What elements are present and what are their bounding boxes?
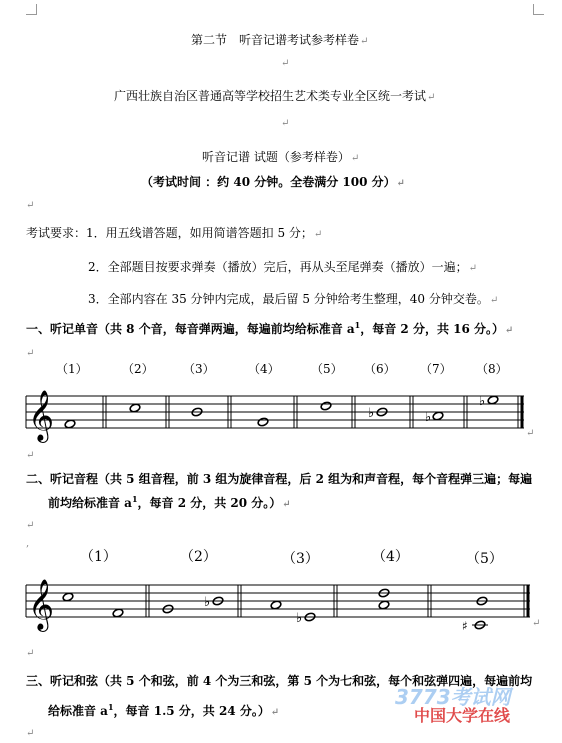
requirement-2: 2．全部题目按要求弹奏（播放）完后，再从头至尾弹奏（播放）一遍；↵ xyxy=(88,260,478,274)
q1-label-1: （1） xyxy=(56,362,88,376)
note xyxy=(378,600,390,610)
paragraph-mark: ↵ xyxy=(526,428,535,439)
paragraph-mark: ↵ xyxy=(281,118,290,129)
q2-staff xyxy=(0,565,562,645)
page-corner-mark xyxy=(533,4,544,15)
paper-title: 听音记谱 试题（参考样卷）↵ xyxy=(202,150,360,164)
question-2-heading-line2: 前均给标准音 $a^1$，每音 2 分，共 20 分。）↵ xyxy=(48,494,291,510)
watermark-logo: 3773考试网 xyxy=(395,685,511,709)
flat-icon: ♭ xyxy=(425,410,432,425)
treble-clef-icon: 𝄞 xyxy=(28,390,55,441)
flat-icon: ♭ xyxy=(479,394,486,409)
paragraph-mark: ↵ xyxy=(26,348,35,359)
note xyxy=(112,608,124,618)
paragraph-mark: ↵ xyxy=(26,648,35,659)
q1-label-3: （3） xyxy=(183,362,215,376)
requirement-3: 3．全部内容在 35 分钟内完成，最后留 5 分钟给考生整理，40 分钟交卷。↵ xyxy=(88,292,499,306)
question-2-heading-line1: 二、听记音程（共 5 组音程，前 3 组为旋律音程，后 2 组为和声音程，每个音程弹三遍；每遍 xyxy=(26,472,533,486)
time-info: （考试时间 ：约 40 分钟。全卷满分 100 分）↵ xyxy=(141,175,406,189)
paragraph-mark: ↵ xyxy=(532,618,541,629)
paragraph-mark: , xyxy=(26,538,30,549)
paragraph-mark: ↵ xyxy=(26,728,35,739)
q2-label-2: （2） xyxy=(180,549,217,565)
note-7 xyxy=(432,411,444,421)
q2-label-1: （1） xyxy=(80,549,117,565)
q2-label-4: （4） xyxy=(372,549,409,565)
flat-icon: ♭ xyxy=(368,406,375,421)
section-title: 第二节 听音记谱考试参考样卷↵ xyxy=(191,33,369,47)
note-1 xyxy=(64,419,76,429)
flat-icon: ♭ xyxy=(204,595,211,610)
flat-icon: ♭ xyxy=(296,611,303,626)
question-1-heading: 一、听记单音（共 8 个音，每音弹两遍，每遍前均给标准音 $a^1$，每音 2 分，共 16 分。）↵ xyxy=(26,320,514,336)
paragraph-mark: ↵ xyxy=(281,58,290,69)
question-3-heading-line2: 给标准音 $a^1$，每音 1.5 分，共 24 分。）↵ xyxy=(48,702,280,718)
q2-label-3: （3） xyxy=(282,551,319,567)
requirement-1: 考试要求：1．用五线谱答题，如用简谱答题扣 5 分；↵ xyxy=(26,226,323,240)
sharp-icon: ♯ xyxy=(462,619,468,633)
q1-label-2: （2） xyxy=(122,362,154,376)
note-2 xyxy=(129,403,141,413)
note xyxy=(62,592,74,602)
q1-label-8: （8） xyxy=(476,362,508,376)
q1-label-7: （7） xyxy=(420,362,452,376)
q1-label-5: （5） xyxy=(311,362,343,376)
q2-label-5: （5） xyxy=(466,551,503,567)
note-4 xyxy=(257,417,269,427)
note-8 xyxy=(487,395,499,405)
treble-clef-icon: 𝄞 xyxy=(28,579,55,630)
question-3-heading-line1: 三、听记和弦（共 5 个和弦，前 4 个为三和弦，第 5 个为七和弦，每个和弦弹四遍，每遍前均 xyxy=(26,674,533,688)
exam-name: 广西壮族自治区普通高等学校招生艺术类专业全区统一考试↵ xyxy=(114,89,436,103)
note xyxy=(270,600,282,610)
page-corner-mark xyxy=(26,4,37,15)
paragraph-mark: ↵ xyxy=(26,520,35,531)
q1-label-6: （6） xyxy=(364,362,396,376)
q1-staff xyxy=(0,380,562,450)
note-5 xyxy=(320,401,332,411)
paragraph-mark: ↵ xyxy=(26,450,35,461)
q1-label-4: （4） xyxy=(248,362,280,376)
watermark-site: 中国大学在线 xyxy=(414,706,511,725)
paragraph-mark: ↵ xyxy=(26,200,35,211)
staff-lines xyxy=(26,396,524,428)
